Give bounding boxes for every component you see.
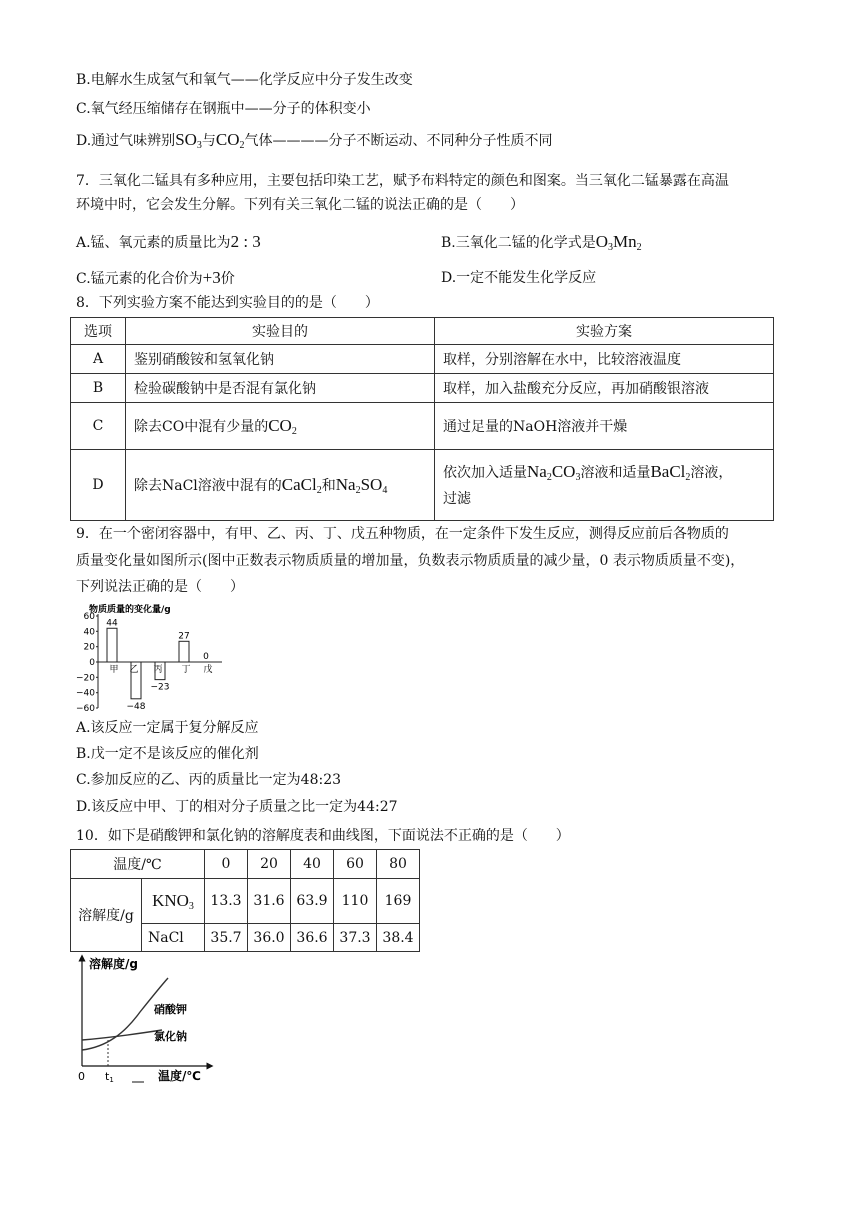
header-plan: 实验方案 [435,318,774,345]
bar-data-label: −23 [150,682,170,693]
q7-stem-line2: 环境中时，它会发生分解。下列有关三氧化二锰的说法正确的是（ ） [76,197,524,213]
q9-stem-line1: 9．在一个密闭容器中，有甲、乙、丙、丁、戊五种物质，在一定条件下发生反应，测得反应前后各物质的 [76,526,729,542]
y-tick-label: 40 [83,627,95,638]
q7-option-c: C.锰元素的化合价为+3价 [76,268,235,287]
table-row: NaCl 35.7 36.0 36.6 37.3 38.4 [71,924,420,952]
table-row: 溶解度/g $KNO_3$ 13.3 31.6 63.9 110 169 [71,879,420,924]
y-tick-label: −20 [76,673,95,684]
q9-stem-line3: 下列说法正确的是（ ） [76,579,244,595]
bars [106,618,212,712]
category-label: 甲 [109,665,119,675]
q7-option-d: D.一定不能发生化学反应 [441,270,597,286]
table-row: D 除去NaCl溶液中混有的CaCl$_2$和$Na_2SO_4$ 依次加入适量$Na_2CO_3$溶液和适量BaCl$_2$溶液， 过滤 [71,450,774,521]
table-row: A 鉴别硝酸铵和氢氧化钠 取样，分别溶解在水中，比较溶液温度 [71,345,774,374]
q6-option-d: D.通过气味辨别$SO_3$与$CO_2$气体————分子不断运动、不同种分子性质不同 [76,130,553,151]
kno3-curve-label: 硝酸钾 [154,1003,187,1016]
category-label: 戊 [203,665,213,675]
category-label: 丁 [181,665,191,675]
x-axis-label: 温度/℃ [158,1069,201,1083]
y-tick-label: −40 [76,688,95,699]
y-axis-label: 溶解度/g [89,957,138,971]
q7-stem-line1: 7．三氧化二锰具有多种应用，主要包括印染工艺，赋予布料特定的颜色和图案。当三氧化二锰暴露在高温 [76,173,729,189]
origin-label: 0 [78,1070,85,1083]
formula-so3: $SO_3$ [175,130,202,151]
table-row: 温度/℃ 0 20 40 60 80 [71,850,420,879]
q9-option-a: A.该反应一定属于复分解反应 [76,720,259,736]
y-tick-label: −60 [76,704,95,712]
q6-option-c: C.氧气经压缩储存在钢瓶中——分子的体积变小 [76,101,371,117]
category-label: 乙 [129,665,139,675]
q7-option-b: B.三氧化二锰的化学式是$O_3Mn_2$ [441,232,642,253]
formula-o3mn2: $O_3Mn_2$ [595,232,642,253]
q6-option-b: B.电解水生成氢气和氧气——化学反应中分子发生改变 [76,72,413,88]
table-header-row [71,318,774,345]
formula-co2: $CO_2$ [215,130,245,151]
y-tick-label: 0 [89,658,95,668]
q9-option-d: D.该反应中甲、丁的相对分子质量之比一定为44:27 [76,799,398,815]
bar-data-label: 27 [178,631,190,642]
header-goal: 实验目的 [126,318,435,345]
bar-data-label: 0 [203,652,209,662]
solubility-table [70,849,420,952]
experiment-table [70,317,774,521]
mass-change-bar-chart [76,600,236,712]
table-row: C 除去CO中混有少量的$CO_2$ 通过足量的NaOH溶液并干燥 [71,403,774,450]
header-option: 选项 [71,318,126,345]
table-row: B 检验碳酸钠中是否混有氯化钠 取样，加入盐酸充分反应，再加硝酸银溶液 [71,374,774,403]
y-tick-label: 20 [83,642,95,653]
q9-option-b: B.戊一定不是该反应的催化剂 [76,746,259,762]
nacl-curve-label: 氯化钠 [154,1030,187,1043]
q10-stem: 10．如下是硝酸钾和氯化钠的溶解度表和曲线图，下面说法不正确的是（ ） [76,828,570,844]
t1-label: t1 [105,1070,114,1084]
bar [107,628,117,662]
y-tick-labels [76,612,98,712]
solubility-curve-chart [76,952,216,1088]
q7-option-a: A.锰、氧元素的质量比为2 : 3 [76,232,261,251]
category-label: 丙 [153,665,163,675]
bar-data-label: −48 [126,701,146,712]
chart-title: 物质质量的变化量/g [89,605,171,615]
q9-stem-line2: 质量变化量如图所示(图中正数表示物质质量的增加量，负数表示物质质量的减少量，0 表示物质质量不变)， [76,553,745,569]
y-tick-label: 60 [83,612,95,622]
bar [179,641,189,662]
bar-data-label: 44 [106,618,118,629]
q8-stem: 8．下列实验方案不能达到实验目的的是（ ） [76,295,379,311]
q9-option-c: C.参加反应的乙、丙的质量比一定为48:23 [76,772,342,788]
